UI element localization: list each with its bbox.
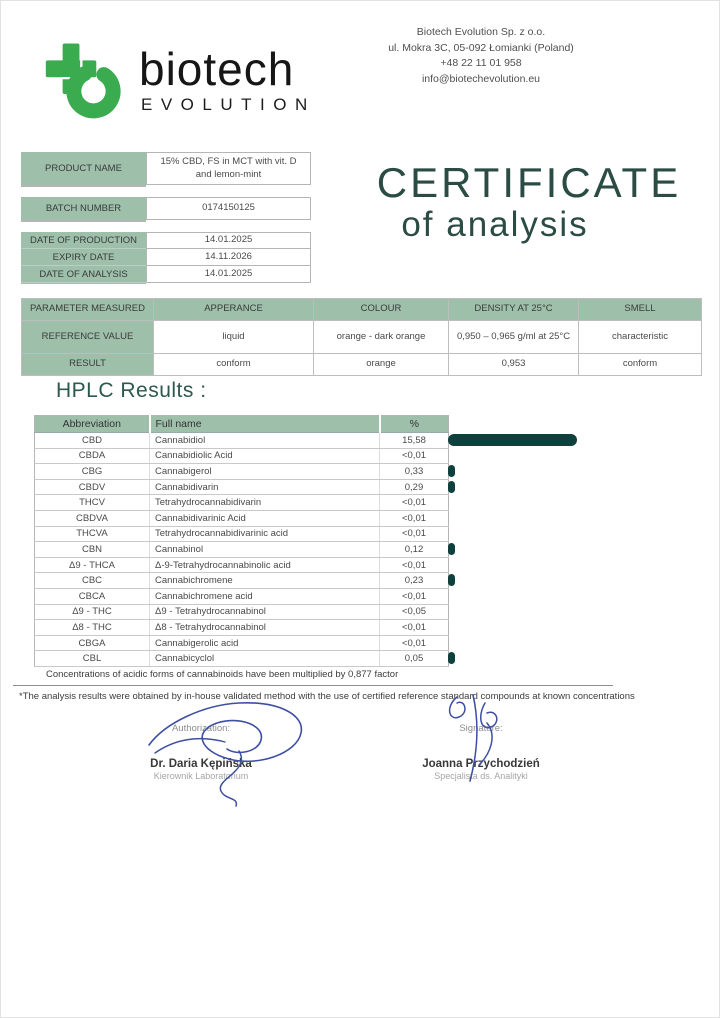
date-value: 14.01.2025 bbox=[146, 232, 311, 249]
product-name-label: PRODUCT NAME bbox=[21, 152, 146, 185]
hplc-percent-cell: <0,01 bbox=[380, 495, 449, 511]
product-name-row bbox=[21, 152, 311, 185]
hplc-bar bbox=[448, 465, 455, 477]
dates-table bbox=[21, 232, 311, 283]
hplc-bar bbox=[448, 574, 455, 586]
company-phone: +48 22 11 01 958 bbox=[440, 57, 522, 69]
hplc-percent-cell: 0,05 bbox=[380, 651, 449, 667]
method-note: *The analysis results were obtained by in-house validated method with the use of certified reference standard compounds at known concentrations bbox=[19, 691, 635, 702]
parameter-value-cell: orange - dark orange bbox=[314, 321, 449, 354]
hplc-fullname-cell: Cannabigerol bbox=[150, 464, 380, 480]
hplc-abbreviation-cell: Δ9 - THC bbox=[35, 604, 150, 620]
hplc-fullname-cell: Δ-9-Tetrahydrocannabinolic acid bbox=[150, 557, 380, 573]
batch-number-value: 0174150125 bbox=[146, 197, 311, 220]
hplc-abbreviation-cell: CBD bbox=[35, 433, 150, 449]
hplc-bar bbox=[448, 652, 455, 664]
certificate-title bbox=[353, 161, 705, 245]
hplc-abbreviation-cell: CBCA bbox=[35, 588, 150, 604]
hplc-abbreviation-cell: CBDVA bbox=[35, 510, 150, 526]
parameter-header-cell: APPERANCE bbox=[154, 299, 314, 321]
hplc-fullname-cell: Δ8 - Tetrahydrocannabinol bbox=[150, 620, 380, 636]
hplc-fullname-cell: Cannabicyclol bbox=[150, 651, 380, 667]
hplc-percent-cell: <0,05 bbox=[380, 604, 449, 620]
certificate-title-line1: CERTIFICATE bbox=[376, 159, 682, 206]
hplc-row bbox=[35, 573, 449, 589]
parameter-value-cell: conform bbox=[154, 354, 314, 376]
hplc-abbreviation-cell: Δ8 - THC bbox=[35, 620, 150, 636]
product-name-value: 15% CBD, FS in MCT with vit. D and lemon-mint bbox=[146, 152, 311, 185]
date-row bbox=[21, 266, 311, 283]
company-street: ul. Mokra 3C, 05-092 Łomianki (Poland) bbox=[388, 41, 574, 54]
hplc-fullname-cell: Cannabigerolic acid bbox=[150, 635, 380, 651]
hplc-fullname-cell: Cannabidiol bbox=[150, 433, 380, 449]
hplc-row bbox=[35, 510, 449, 526]
hplc-percent-cell: 0,23 bbox=[380, 573, 449, 589]
hplc-fullname-cell: Δ9 - Tetrahydrocannabinol bbox=[150, 604, 380, 620]
hplc-bar bbox=[448, 434, 577, 446]
hplc-row bbox=[35, 433, 449, 449]
authorization-name: Dr. Daria Kępińska bbox=[150, 758, 252, 770]
hplc-abbreviation-cell: THCV bbox=[35, 495, 150, 511]
parameter-value-cell: 0,950 – 0,965 g/ml at 25°C bbox=[449, 321, 579, 354]
hplc-percent-cell: 0,29 bbox=[380, 479, 449, 495]
hplc-header-cell: Full name bbox=[150, 416, 380, 433]
hplc-abbreviation-cell: CBDV bbox=[35, 479, 150, 495]
parameter-value-cell: conform bbox=[579, 354, 702, 376]
hplc-percent-cell: 15,58 bbox=[380, 433, 449, 449]
hplc-fullname-cell: Tetrahydrocannabidivarinic acid bbox=[150, 526, 380, 542]
hplc-fullname-cell: Cannabichromene acid bbox=[150, 588, 380, 604]
hplc-bar-chart bbox=[448, 432, 588, 666]
hplc-header-cell: Abbreviation bbox=[35, 416, 150, 433]
hplc-percent-cell: <0,01 bbox=[380, 620, 449, 636]
hplc-row bbox=[35, 464, 449, 480]
company-email: info@biotechevolution.eu bbox=[421, 72, 541, 85]
hplc-row bbox=[35, 542, 449, 558]
date-row bbox=[21, 249, 311, 266]
hplc-header-row bbox=[35, 416, 449, 433]
hplc-row bbox=[35, 604, 449, 620]
hplc-abbreviation-cell: Δ9 - THCA bbox=[35, 557, 150, 573]
signature-title: Specjalista ds. Analityki bbox=[434, 771, 528, 781]
signature-label: Signature: bbox=[459, 723, 503, 734]
hplc-fullname-cell: Cannabidivarin bbox=[150, 479, 380, 495]
parameter-header-cell: COLOUR bbox=[314, 299, 449, 321]
certificate-title-line2: of analysis bbox=[401, 205, 589, 244]
hplc-percent-cell: <0,01 bbox=[380, 557, 449, 573]
biotech-logo-icon bbox=[43, 37, 129, 123]
parameter-data-row bbox=[22, 354, 702, 376]
hplc-bar bbox=[448, 543, 455, 555]
parameter-header-cell: DENSITY AT 25°C bbox=[449, 299, 579, 321]
hplc-percent-cell: <0,01 bbox=[380, 635, 449, 651]
hplc-fullname-cell: Cannabidivarinic Acid bbox=[150, 510, 380, 526]
hplc-results-table bbox=[34, 415, 449, 667]
hplc-row bbox=[35, 588, 449, 604]
company-name: Biotech Evolution Sp. z o.o. bbox=[416, 26, 546, 38]
hplc-row bbox=[35, 526, 449, 542]
date-value: 14.11.2026 bbox=[146, 249, 311, 266]
batch-number-label: BATCH NUMBER bbox=[21, 197, 146, 220]
parameter-data-row bbox=[22, 321, 702, 354]
logo-subtitle: EVOLUTION bbox=[141, 94, 316, 114]
hplc-percent-cell: 0,12 bbox=[380, 542, 449, 558]
hplc-row bbox=[35, 635, 449, 651]
hplc-percent-cell: <0,01 bbox=[380, 526, 449, 542]
authorization-block bbox=[106, 723, 296, 781]
date-label: DATE OF ANALYSIS bbox=[21, 266, 146, 283]
parameter-value-cell: 0,953 bbox=[449, 354, 579, 376]
hplc-fullname-cell: Cannabichromene bbox=[150, 573, 380, 589]
authorization-title: Kierownik Laboratorium bbox=[153, 771, 249, 781]
hplc-abbreviation-cell: CBDA bbox=[35, 448, 150, 464]
date-label: DATE OF PRODUCTION bbox=[21, 232, 146, 249]
hplc-row bbox=[35, 557, 449, 573]
hplc-percent-cell: <0,01 bbox=[380, 588, 449, 604]
parameter-header-cell: PARAMETER MEASURED bbox=[22, 299, 154, 321]
signature-name: Joanna Przychodzień bbox=[422, 758, 540, 770]
parameter-header-cell: SMELL bbox=[579, 299, 702, 321]
hplc-abbreviation-cell: CBG bbox=[35, 464, 150, 480]
parameter-value-cell: liquid bbox=[154, 321, 314, 354]
hplc-results-heading: HPLC Results : bbox=[56, 379, 207, 402]
hplc-row bbox=[35, 479, 449, 495]
hplc-abbreviation-cell: THCVA bbox=[35, 526, 150, 542]
parameter-table bbox=[21, 298, 702, 376]
hplc-percent-cell: <0,01 bbox=[380, 510, 449, 526]
hplc-row bbox=[35, 448, 449, 464]
hplc-abbreviation-cell: CBN bbox=[35, 542, 150, 558]
date-label: EXPIRY DATE bbox=[21, 249, 146, 266]
hplc-row bbox=[35, 651, 449, 667]
logo-wordmark: biotech bbox=[139, 42, 295, 95]
batch-number-row bbox=[21, 197, 311, 220]
hplc-row bbox=[35, 620, 449, 636]
parameter-row-label: REFERENCE VALUE bbox=[22, 321, 154, 354]
authorization-label: Authorization: bbox=[171, 723, 231, 734]
parameter-header-row bbox=[22, 299, 702, 321]
parameter-row-label: RESULT bbox=[22, 354, 154, 376]
hplc-abbreviation-cell: CBC bbox=[35, 573, 150, 589]
note-divider bbox=[13, 685, 613, 686]
hplc-fullname-cell: Cannabidiolic Acid bbox=[150, 448, 380, 464]
hplc-abbreviation-cell: CBGA bbox=[35, 635, 150, 651]
hplc-row bbox=[35, 495, 449, 511]
hplc-header-cell: % bbox=[380, 416, 449, 433]
hplc-abbreviation-cell: CBL bbox=[35, 651, 150, 667]
date-row bbox=[21, 232, 311, 249]
hplc-fullname-cell: Tetrahydrocannabidivarin bbox=[150, 495, 380, 511]
company-address-block bbox=[349, 25, 613, 87]
parameter-value-cell: orange bbox=[314, 354, 449, 376]
biotech-logo bbox=[43, 37, 316, 123]
parameter-value-cell: characteristic bbox=[579, 321, 702, 354]
signature-block bbox=[386, 723, 576, 781]
acidic-factor-note: Concentrations of acidic forms of cannabinoids have been multiplied by 0,877 factor bbox=[46, 669, 399, 680]
hplc-percent-cell: <0,01 bbox=[380, 448, 449, 464]
hplc-bar bbox=[448, 481, 455, 493]
date-value: 14.01.2025 bbox=[146, 266, 311, 283]
hplc-percent-cell: 0,33 bbox=[380, 464, 449, 480]
hplc-fullname-cell: Cannabinol bbox=[150, 542, 380, 558]
